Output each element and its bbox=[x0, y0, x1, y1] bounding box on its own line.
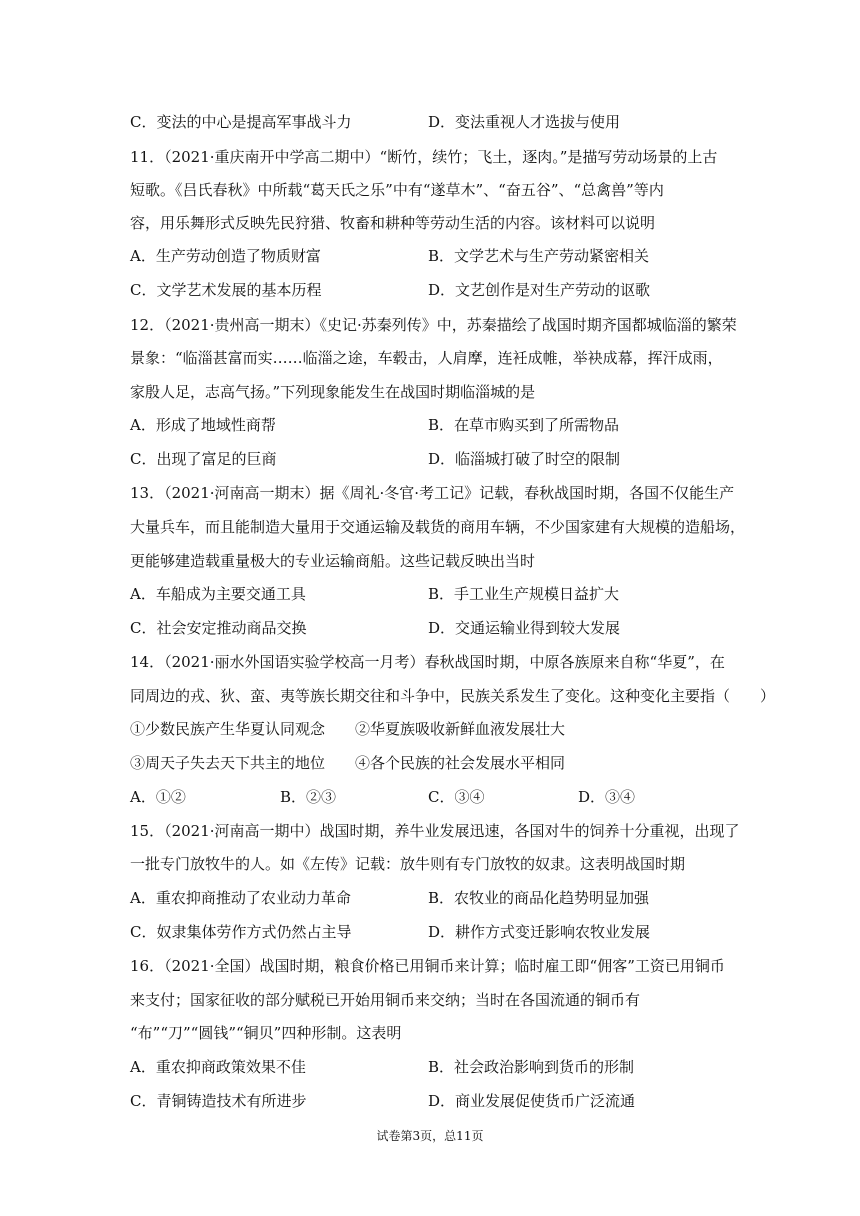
option-b: B．手工业生产规模日益扩大 bbox=[428, 585, 620, 603]
option-a: A．重农抑商推动了农业动力革命 bbox=[130, 889, 351, 907]
option-b: B．农牧业的商品化趋势明显加强 bbox=[428, 889, 650, 907]
question-text-line: 13．（2021·河南高一期末）据《周礼·冬官·考工记》记载，春秋战国时期，各国不仅能生产 bbox=[130, 484, 735, 502]
option-d: D．临淄城打破了时空的限制 bbox=[428, 450, 621, 468]
option-c: C．③④ bbox=[428, 788, 485, 806]
question-text-line: 同周边的戎、狄、蛮、夷等族长期交往和斗争中，民族关系发生了变化。这种变化主要指（ ） bbox=[130, 687, 776, 705]
option-a: A．①② bbox=[130, 788, 186, 806]
option-b: B．在草市购买到了所需物品 bbox=[428, 416, 620, 434]
question-text-line: 12．（2021·贵州高一期末）《史记·苏秦列传》中，苏秦描绘了战国时期齐国都城临淄的繁荣 bbox=[130, 316, 737, 334]
option-a: A．重农抑商政策效果不佳 bbox=[130, 1058, 306, 1076]
question-text-line: 16．（2021·全国）战国时期，粮食价格已用铜币来计算；临时雇工即“佣客”工资已用铜币 bbox=[130, 957, 725, 975]
prev-option-c: C．变法的中心是提高军事战斗力 bbox=[130, 113, 352, 131]
question-text-line: 来支付；国家征收的部分赋税已开始用铜币来交纳；当时在各国流通的铜币有 bbox=[130, 991, 641, 1009]
option-b: B．文学艺术与生产劳动紧密相关 bbox=[428, 247, 650, 265]
option-d: D．耕作方式变迁影响农牧业发展 bbox=[428, 923, 651, 941]
option-a: A．生产劳动创造了物质财富 bbox=[130, 247, 321, 265]
question-text-line: 短歌。《吕氏春秋》中所载“葛天氏之乐”中有“遂草木”、“奋五谷”、“总禽兽”等内 bbox=[130, 181, 664, 199]
option-d: D．商业发展促使货币广泛流通 bbox=[428, 1092, 636, 1110]
question-text-line: 家殷人足，志高气扬。”下列现象能发生在战国时期临淄城的是 bbox=[130, 383, 536, 401]
question-text-line: 15．（2021·河南高一期中）战国时期，养牛业发展迅速，各国对牛的饲养十分重视，出现了 bbox=[130, 822, 740, 840]
question-text-line: 大量兵车，而且能制造大量用于交通运输及载货的商用车辆，不少国家建有大规模的造船场， bbox=[130, 518, 746, 536]
option-c: C．文学艺术发展的基本历程 bbox=[130, 281, 322, 299]
question-text-line: “布”“刀”“圆钱”“铜贝”四种形制。这表明 bbox=[130, 1024, 402, 1042]
question-text-line: 11．（2021·重庆南开中学高二期中）“断竹，续竹；飞土，逐肉。”是描写劳动场景的上古 bbox=[130, 148, 718, 166]
option-c: C．奴隶集体劳作方式仍然占主导 bbox=[130, 923, 352, 941]
option-a: A．形成了地域性商帮 bbox=[130, 416, 276, 434]
question-text-line: 一批专门放牧牛的人。如《左传》记载：放牛则有专门放牧的奴隶。这表明战国时期 bbox=[130, 855, 686, 873]
option-a: A．车船成为主要交通工具 bbox=[130, 585, 306, 603]
option-c: C．青铜铸造技术有所进步 bbox=[130, 1092, 307, 1110]
option-d: D．③④ bbox=[578, 788, 636, 806]
option-c: C．出现了富足的巨商 bbox=[130, 450, 277, 468]
option-b: B．②③ bbox=[280, 788, 337, 806]
question-text-line: 景象：“临淄甚富而实……临淄之途，车毂击，人肩摩，连衽成帷，举袂成幕，挥汗成雨， bbox=[130, 349, 723, 367]
question-text-line: 容，用乐舞形式反映先民狩猎、牧畜和耕种等劳动生活的内容。该材料可以说明 bbox=[130, 214, 656, 232]
statement-line: ①少数民族产生华夏认同观念 ②华夏族吸收新鲜血液发展壮大 bbox=[130, 720, 566, 738]
option-d: D．文艺创作是对生产劳动的讴歌 bbox=[428, 281, 651, 299]
statement-line: ③周天子失去天下共主的地位 ④各个民族的社会发展水平相同 bbox=[130, 754, 566, 772]
option-d: D．交通运输业得到较大发展 bbox=[428, 619, 621, 637]
option-c: C．社会安定推动商品交换 bbox=[130, 619, 307, 637]
prev-option-d: D．变法重视人才选拔与使用 bbox=[428, 113, 621, 131]
question-text-line: 更能够建造载重量极大的专业运输商船。这些记载反映出当时 bbox=[130, 552, 536, 570]
question-text-line: 14．（2021·丽水外国语实验学校高一月考）春秋战国时期，中原各族原来自称“华夏”，在 bbox=[130, 653, 725, 671]
option-b: B．社会政治影响到货币的形制 bbox=[428, 1058, 635, 1076]
page-footer: 试卷第3页，总11页 bbox=[376, 1129, 484, 1143]
